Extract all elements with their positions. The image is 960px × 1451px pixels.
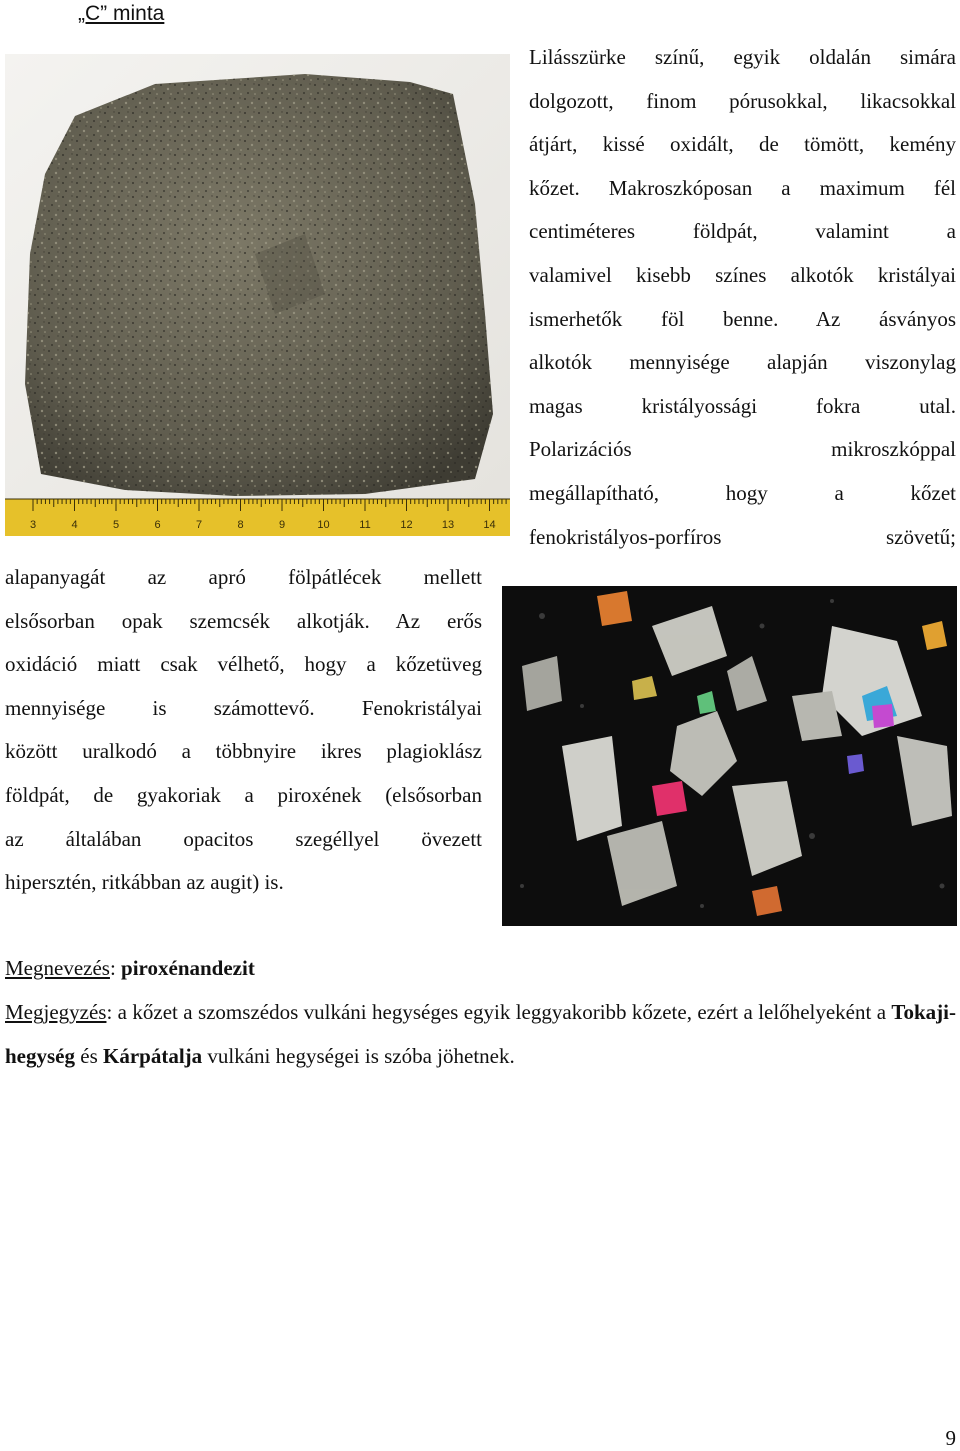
note-text-1: : a kőzet a szomszédos vulkáni hegységes egyik leggyakoribb kőzete, ezért a lelőhelyeként a xyxy=(106,1000,892,1024)
ruler-number: 9 xyxy=(278,519,286,531)
text-line: fenokristályos-porfíros szövetű; xyxy=(529,524,956,549)
text-line: átjárt, kissé oxidált, de tömött, kemény xyxy=(529,132,956,157)
description-right-column xyxy=(529,36,956,559)
text-line: valamivel kisebb színes alkotók kristályai xyxy=(529,262,956,287)
microscope-photo xyxy=(502,586,957,926)
note-place-2: Kárpátalja xyxy=(103,1043,203,1068)
ruler-number: 8 xyxy=(237,519,244,531)
text-line: kőzet. Makroszkóposan a maximum fél xyxy=(529,175,956,200)
note-text-2: és xyxy=(75,1043,103,1068)
text-line: megállapítható, hogy a kőzet xyxy=(529,480,956,505)
ruler-number: 3 xyxy=(29,519,37,531)
description-left-column xyxy=(5,556,482,905)
ruler-number: 4 xyxy=(71,519,78,531)
ruler-number: 11 xyxy=(359,519,371,531)
text-line: magas kristályossági fokra utal. xyxy=(529,393,956,418)
ruler xyxy=(5,499,510,536)
note-row xyxy=(5,991,956,1078)
text-line: földpát, de gyakoriak a piroxének (elsősorban xyxy=(5,782,482,807)
text-line: alkotók mennyisége alapján viszonylag xyxy=(529,350,956,375)
text-line: elsősorban opak szemcsék alkotják. Az erős xyxy=(5,608,482,633)
ruler-number: 6 xyxy=(154,519,161,531)
rock-name-value: piroxénandezit xyxy=(121,956,255,980)
note-place-1: Tokaji-hegység xyxy=(5,1000,956,1068)
text-line: ismerhetők föl benne. Az ásványos xyxy=(529,306,956,331)
text-line: dolgozott, finom pórusokkal, likacsokkal xyxy=(529,88,956,113)
text-line: mennyisége is számottevő. Fenokristályai xyxy=(5,695,482,720)
rock-name-row xyxy=(5,947,956,991)
text-line: az általában opacitos szegéllyel övezett xyxy=(5,826,482,851)
note-label: Megjegyzés xyxy=(5,1000,107,1024)
text-line: centiméteres földpát, valamint a xyxy=(529,219,956,244)
text-line: oxidáció miatt csak vélhető, hogy a kőzetüveg xyxy=(5,652,482,677)
sample-title: „C” minta xyxy=(78,2,165,25)
rock-sample-photo xyxy=(5,54,510,536)
text-line: Lilásszürke színű, egyik oldalán simára xyxy=(529,45,956,69)
page-number: 9 xyxy=(945,1426,956,1450)
ruler-number: 13 xyxy=(441,519,455,531)
ruler-number: 14 xyxy=(483,519,496,531)
ruler-number: 5 xyxy=(112,519,120,531)
rock-name-separator: : xyxy=(109,956,122,980)
ruler-number: 12 xyxy=(400,519,413,531)
text-line: Polarizációs mikroszkóppal xyxy=(529,437,956,462)
text-line: között uralkodó a többnyire ikres plagioklász xyxy=(5,739,482,764)
rock-name-label: Megnevezés xyxy=(5,956,110,980)
text-line: hipersztén, ritkábban az augit) is. xyxy=(5,870,284,895)
ruler-number: 7 xyxy=(195,519,203,531)
note-text-3: vulkáni hegységei is szóba jöhetnek. xyxy=(202,1043,515,1068)
ruler-number: 10 xyxy=(317,519,330,531)
text-line: alapanyagát az apró fölpátlécek mellett xyxy=(5,565,482,589)
